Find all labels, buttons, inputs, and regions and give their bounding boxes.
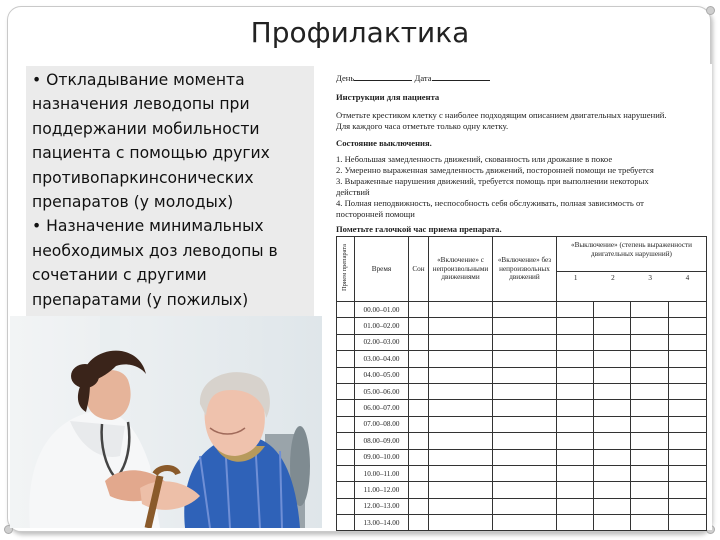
checkbox-cell[interactable]	[409, 416, 429, 432]
table-row	[337, 482, 707, 498]
checkbox-cell[interactable]	[409, 433, 429, 449]
time-cell: 07.00–08.00	[355, 416, 409, 432]
checkbox-cell[interactable]	[429, 351, 493, 367]
bullet-item-levodopa-delay: • Откладывание момента назначения леводопы при поддержании мобильности пациента с помощью других противопаркинсонических препаратов (у молодых)	[32, 71, 270, 212]
checkbox-cell[interactable]	[429, 400, 493, 416]
checkbox-cell[interactable]	[429, 383, 493, 399]
time-cell: 08.00–09.00	[355, 433, 409, 449]
checkbox-cell[interactable]	[669, 498, 707, 514]
checkbox-cell[interactable]	[493, 449, 557, 465]
checkbox-cell[interactable]	[594, 498, 631, 514]
day-blank	[354, 72, 412, 81]
checkbox-cell[interactable]	[669, 515, 707, 531]
checkbox-cell[interactable]	[409, 465, 429, 481]
checkbox-cell[interactable]	[594, 433, 631, 449]
checkbox-cell[interactable]	[429, 367, 493, 383]
table-row	[337, 498, 707, 514]
checkbox-cell[interactable]	[493, 334, 557, 350]
checkbox-cell[interactable]	[669, 449, 707, 465]
off-level-2: 2	[611, 274, 615, 282]
checkbox-cell[interactable]	[669, 383, 707, 399]
checkbox-cell[interactable]	[594, 334, 631, 350]
checkbox-cell[interactable]	[669, 302, 707, 318]
bullet-item-minimal-doses: • Назначение минимальных необходимых доз леводопы в сочетании с другими препаратами (у пожилых)	[32, 217, 278, 309]
off-level-4: 4	[685, 274, 690, 282]
checkbox-cell[interactable]	[493, 302, 557, 318]
time-cell: 06.00–07.00	[355, 400, 409, 416]
time-cell: 10.00–11.00	[355, 465, 409, 481]
checkbox-cell[interactable]	[409, 318, 429, 334]
table-row	[337, 416, 707, 432]
table-row	[337, 433, 707, 449]
checkbox-cell[interactable]	[337, 416, 355, 432]
checkbox-cell[interactable]	[337, 367, 355, 383]
checkbox-cell[interactable]	[429, 482, 493, 498]
checkbox-cell[interactable]	[594, 351, 631, 367]
bullet-list	[32, 68, 314, 312]
table-row	[337, 383, 707, 399]
time-cell: 02.00–03.00	[355, 334, 409, 350]
date-label: Дата	[414, 73, 432, 83]
checkbox-cell[interactable]	[594, 449, 631, 465]
checkbox-cell[interactable]	[337, 400, 355, 416]
off-level-1: 1	[573, 274, 578, 282]
checkbox-cell[interactable]	[557, 302, 594, 318]
checkbox-cell[interactable]	[631, 482, 669, 498]
state-line-4: 4. Полная неподвижность, неспособность себя обслуживать, полная зависимость от	[336, 198, 644, 208]
checkbox-cell[interactable]	[557, 383, 594, 399]
checkbox-cell[interactable]	[337, 482, 355, 498]
checkbox-cell[interactable]	[557, 449, 594, 465]
checkbox-cell[interactable]	[594, 515, 631, 531]
table-row	[337, 465, 707, 481]
checkbox-cell[interactable]	[631, 465, 669, 481]
time-cell: 05.00–06.00	[355, 383, 409, 399]
checkbox-cell[interactable]	[669, 351, 707, 367]
checkbox-cell[interactable]	[631, 318, 669, 334]
checkbox-cell[interactable]	[669, 482, 707, 498]
checkbox-cell[interactable]	[594, 318, 631, 334]
checkbox-cell[interactable]	[409, 449, 429, 465]
table-row	[337, 515, 707, 531]
header-time: Время	[355, 237, 409, 302]
time-cell: 11.00–12.00	[355, 482, 409, 498]
checkbox-cell[interactable]	[409, 482, 429, 498]
checkbox-cell[interactable]	[409, 334, 429, 350]
checkbox-cell[interactable]	[409, 367, 429, 383]
checkbox-cell[interactable]	[493, 515, 557, 531]
checkbox-cell[interactable]	[337, 515, 355, 531]
header-sleep: Сон	[409, 237, 429, 302]
time-cell: 04.00–05.00	[355, 367, 409, 383]
checkbox-cell[interactable]	[557, 482, 594, 498]
header-pill: Прием препарата	[337, 237, 355, 302]
slide-title: Профилактика	[250, 16, 470, 49]
checkbox-cell[interactable]	[337, 383, 355, 399]
checkbox-cell[interactable]	[557, 334, 594, 350]
checkbox-cell[interactable]	[669, 465, 707, 481]
checkbox-cell[interactable]	[337, 318, 355, 334]
diary-table	[336, 236, 707, 531]
patient-diary-form	[324, 64, 712, 530]
time-cell: 00.00–01.00	[355, 302, 409, 318]
instructions-heading: Инструкции для пациента	[336, 92, 440, 102]
checkbox-cell[interactable]	[409, 400, 429, 416]
checkbox-cell[interactable]	[631, 367, 669, 383]
checkbox-cell[interactable]	[409, 515, 429, 531]
checkbox-cell[interactable]	[557, 367, 594, 383]
table-header-row	[337, 237, 707, 302]
time-cell: 12.00–13.00	[355, 498, 409, 514]
corner-handle-top-right	[706, 6, 715, 15]
off-level-3: 3	[648, 274, 652, 282]
checkbox-cell[interactable]	[669, 318, 707, 334]
checkbox-cell[interactable]	[493, 318, 557, 334]
table-row	[337, 318, 707, 334]
state-line-4-cont: посторонней помощи	[336, 209, 415, 219]
checkbox-cell[interactable]	[669, 334, 707, 350]
checkbox-cell[interactable]	[631, 433, 669, 449]
time-cell: 03.00–04.00	[355, 351, 409, 367]
table-row	[337, 334, 707, 350]
off-levels	[557, 271, 706, 283]
time-cell: 01.00–02.00	[355, 318, 409, 334]
checkbox-cell[interactable]	[631, 449, 669, 465]
checkbox-cell[interactable]	[631, 400, 669, 416]
checkbox-cell[interactable]	[409, 498, 429, 514]
checkbox-cell[interactable]	[429, 334, 493, 350]
checkbox-cell[interactable]	[594, 383, 631, 399]
checkbox-cell[interactable]	[557, 498, 594, 514]
checkbox-cell[interactable]	[669, 416, 707, 432]
instruction-line-2: Для каждого часа отметьте только одну клетку.	[336, 121, 509, 131]
checkbox-cell[interactable]	[493, 433, 557, 449]
day-label: День	[336, 73, 355, 83]
state-line-1: 1. Небольшая замедленность движений, скованность или дрожание в покое	[336, 154, 613, 164]
doctor-patient-photo	[10, 316, 322, 528]
checkbox-cell[interactable]	[429, 449, 493, 465]
table-row	[337, 302, 707, 318]
checkbox-cell[interactable]	[409, 302, 429, 318]
checkbox-cell[interactable]	[557, 400, 594, 416]
header-off-label: «Выключение» (степень выраженности двигательных нарушений)	[570, 241, 693, 258]
table-row	[337, 367, 707, 383]
checkbox-cell[interactable]	[409, 351, 429, 367]
checkbox-cell[interactable]	[337, 433, 355, 449]
checkbox-cell[interactable]	[493, 498, 557, 514]
table-row	[337, 449, 707, 465]
checkbox-cell[interactable]	[493, 351, 557, 367]
table-row	[337, 400, 707, 416]
checkbox-cell[interactable]	[631, 302, 669, 318]
checkbox-cell[interactable]	[594, 400, 631, 416]
checkbox-cell[interactable]	[337, 449, 355, 465]
checkbox-cell[interactable]	[594, 416, 631, 432]
state-line-3: 3. Выраженные нарушения движений, требуется помощь при выполнении некоторых	[336, 176, 649, 186]
checkbox-cell[interactable]	[429, 302, 493, 318]
checkbox-cell[interactable]	[669, 400, 707, 416]
checkbox-cell[interactable]	[493, 383, 557, 399]
states-heading: Состояние выключения.	[336, 138, 432, 148]
checkbox-cell[interactable]	[429, 416, 493, 432]
checkbox-cell[interactable]	[337, 498, 355, 514]
checkbox-cell[interactable]	[594, 465, 631, 481]
checkbox-cell[interactable]	[429, 318, 493, 334]
checkbox-cell[interactable]	[429, 433, 493, 449]
header-off	[557, 237, 707, 302]
checkbox-cell[interactable]	[493, 416, 557, 432]
checkbox-cell[interactable]	[557, 318, 594, 334]
checkbox-cell[interactable]	[493, 465, 557, 481]
mark-instruction: Пометьте галочкой час приема препарата.	[336, 224, 502, 234]
checkbox-cell[interactable]	[631, 351, 669, 367]
checkbox-cell[interactable]	[493, 400, 557, 416]
time-cell: 13.00–14.00	[355, 515, 409, 531]
checkbox-cell[interactable]	[557, 416, 594, 432]
checkbox-cell[interactable]	[429, 465, 493, 481]
checkbox-cell[interactable]	[557, 515, 594, 531]
checkbox-cell[interactable]	[493, 367, 557, 383]
state-line-2: 2. Умеренно выраженная замедленность движений, посторонней помощи не требуется	[336, 165, 654, 175]
doctor-with-elderly-patient-photo	[10, 316, 322, 528]
checkbox-cell[interactable]	[493, 482, 557, 498]
checkbox-cell[interactable]	[557, 351, 594, 367]
checkbox-cell[interactable]	[429, 498, 493, 514]
table-row	[337, 351, 707, 367]
checkbox-cell[interactable]	[337, 351, 355, 367]
day-date-line	[336, 72, 490, 83]
header-on-no-dyskinesia: «Включение» без непроизвольных движений	[493, 237, 557, 302]
checkbox-cell[interactable]	[337, 334, 355, 350]
checkbox-cell[interactable]	[631, 498, 669, 514]
checkbox-cell[interactable]	[429, 515, 493, 531]
time-cell: 09.00–10.00	[355, 449, 409, 465]
checkbox-cell[interactable]	[337, 465, 355, 481]
date-blank	[432, 72, 490, 81]
checkbox-cell[interactable]	[631, 334, 669, 350]
checkbox-cell[interactable]	[557, 465, 594, 481]
checkbox-cell[interactable]	[594, 482, 631, 498]
checkbox-cell[interactable]	[594, 367, 631, 383]
checkbox-cell[interactable]	[631, 416, 669, 432]
header-on-dyskinesia: «Включение» с непроизвольными движениями	[429, 237, 493, 302]
instruction-line-1: Отметьте крестиком клетку с наиболее подходящим описанием двигательных нарушений.	[336, 110, 667, 120]
checkbox-cell[interactable]	[557, 433, 594, 449]
checkbox-cell[interactable]	[594, 302, 631, 318]
checkbox-cell[interactable]	[669, 367, 707, 383]
state-line-3-cont: действий	[336, 187, 370, 197]
checkbox-cell[interactable]	[631, 383, 669, 399]
checkbox-cell[interactable]	[669, 433, 707, 449]
checkbox-cell[interactable]	[337, 302, 355, 318]
checkbox-cell[interactable]	[631, 515, 669, 531]
checkbox-cell[interactable]	[409, 383, 429, 399]
